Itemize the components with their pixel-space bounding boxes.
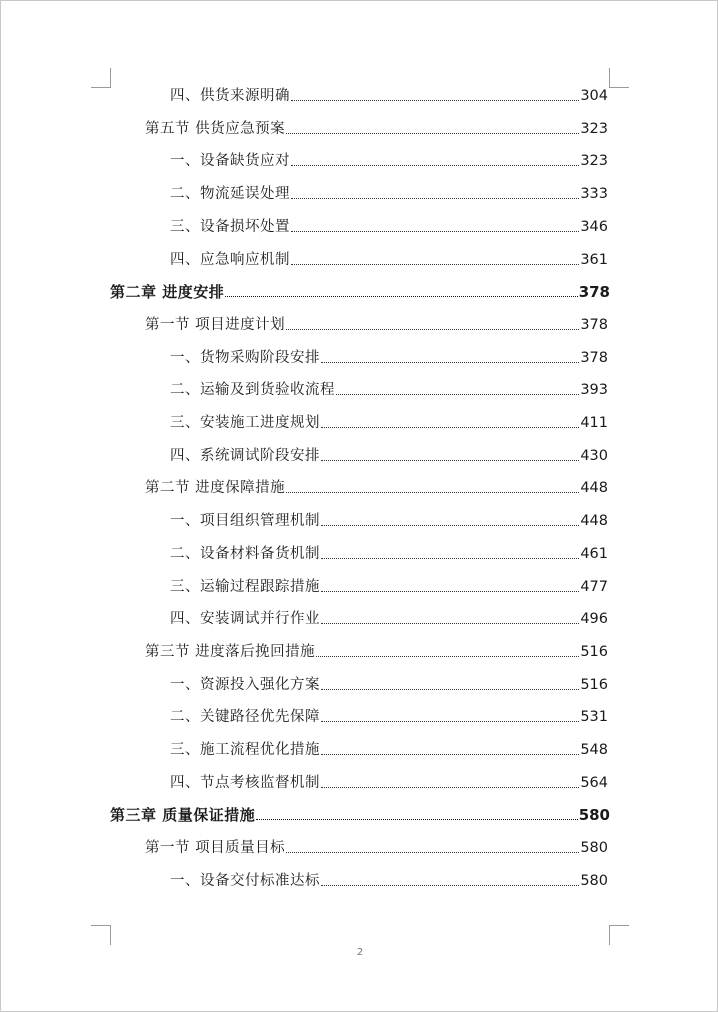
toc-entry-title: 第三章 质量保证措施 — [110, 806, 256, 825]
toc-entry-title: 二、物流延误处理 — [170, 186, 290, 203]
toc-entry[interactable] — [170, 212, 608, 236]
toc-entry-title: 四、供货来源明确 — [170, 88, 290, 104]
toc-entry-page: 580 — [580, 872, 608, 889]
toc-entry-page: 378 — [578, 283, 610, 302]
toc-dot-leader — [321, 362, 579, 363]
toc-entry-title: 三、安装施工进度规划 — [170, 415, 320, 431]
toc-entry-page: 496 — [580, 611, 608, 628]
toc-entry[interactable] — [170, 146, 608, 170]
toc-dot-leader — [321, 885, 579, 886]
crop-mark-bottom-left — [91, 925, 111, 945]
toc-dot-leader — [291, 264, 579, 265]
toc-entry[interactable] — [110, 277, 610, 301]
crop-mark-top-left — [91, 68, 111, 88]
toc-dot-leader — [286, 329, 579, 330]
toc-entry-title: 第三节 进度落后挽回措施 — [145, 643, 316, 660]
toc-dot-leader — [286, 852, 579, 853]
toc-entry-title: 三、施工流程优化措施 — [170, 742, 320, 758]
toc-entry-page: 531 — [580, 709, 608, 726]
toc-dot-leader — [321, 558, 579, 559]
toc-entry-page: 323 — [580, 153, 608, 170]
toc-entry[interactable] — [170, 670, 608, 694]
toc-entry-title: 一、货物采购阶段安排 — [170, 349, 320, 366]
toc-entry[interactable] — [170, 735, 608, 759]
crop-mark-top-right — [609, 68, 629, 88]
toc-entry-title: 第二章 进度安排 — [110, 283, 225, 302]
toc-entry-page: 477 — [580, 578, 608, 595]
toc-entry[interactable] — [170, 866, 608, 890]
toc-dot-leader — [291, 231, 579, 232]
toc-entry-title: 一、项目组织管理机制 — [170, 513, 320, 530]
toc-entry-page: 323 — [580, 120, 608, 137]
toc-entry-title: 一、设备交付标准达标 — [170, 872, 320, 889]
toc-entry-title: 第一节 项目进度计划 — [145, 316, 286, 333]
toc-entry-title: 二、运输及到货验收流程 — [170, 382, 335, 399]
toc-entry[interactable] — [145, 473, 608, 497]
toc-entry[interactable] — [145, 833, 608, 857]
toc-entry[interactable] — [170, 441, 608, 465]
toc-entry-page: 430 — [580, 447, 608, 464]
toc-dot-leader — [321, 754, 579, 755]
toc-entry[interactable] — [170, 539, 608, 563]
toc-entry[interactable] — [170, 572, 608, 596]
crop-mark-bottom-right — [609, 925, 629, 945]
toc-entry-page: 448 — [580, 513, 608, 530]
toc-entry-title: 第一节 项目质量目标 — [145, 840, 286, 857]
toc-dot-leader — [321, 689, 579, 690]
toc-entry-page: 448 — [580, 480, 608, 497]
toc-entry-page: 346 — [580, 218, 608, 235]
toc-entry[interactable] — [170, 81, 608, 105]
toc-entry-page: 333 — [580, 186, 608, 203]
toc-entry[interactable] — [145, 114, 608, 138]
toc-dot-leader — [321, 591, 579, 592]
toc-entry[interactable] — [145, 637, 608, 661]
toc-entry[interactable] — [170, 245, 608, 269]
toc-entry-page: 304 — [580, 88, 608, 104]
toc-entry-title: 四、应急响应机制 — [170, 251, 290, 268]
toc-entry-page: 580 — [578, 806, 610, 825]
toc-entry[interactable] — [110, 800, 610, 824]
toc-dot-leader — [291, 198, 579, 199]
toc-entry-page: 378 — [580, 316, 608, 333]
toc-dot-leader — [336, 394, 579, 395]
page-number: 2 — [356, 947, 364, 958]
toc-dot-leader — [321, 787, 579, 788]
toc-dot-leader — [321, 721, 579, 722]
toc-dot-leader — [316, 656, 579, 657]
toc-dot-leader — [291, 100, 579, 101]
toc-entry-title: 第五节 供货应急预案 — [145, 120, 286, 137]
toc-entry-title: 四、系统调试阶段安排 — [170, 447, 320, 464]
toc-dot-leader — [321, 525, 579, 526]
toc-entry[interactable] — [170, 179, 608, 203]
toc-entry-page: 580 — [580, 840, 608, 857]
toc-entry-page: 461 — [580, 545, 608, 562]
toc-entry-title: 二、设备材料备货机制 — [170, 545, 320, 562]
toc-entry[interactable] — [170, 506, 608, 530]
toc-entry[interactable] — [170, 343, 608, 367]
toc-dot-leader — [291, 165, 579, 166]
toc-entry[interactable] — [170, 408, 608, 432]
toc-entry-title: 一、资源投入强化方案 — [170, 676, 320, 693]
toc-entry-title: 一、设备缺货应对 — [170, 153, 290, 170]
toc-entry-page: 361 — [580, 251, 608, 268]
toc-dot-leader — [321, 427, 579, 428]
toc-entry-title: 四、安装调试并行作业 — [170, 611, 320, 628]
toc-dot-leader — [321, 460, 579, 461]
toc-dot-leader — [321, 623, 579, 624]
toc-dot-leader — [286, 492, 579, 493]
toc-entry-title: 二、关键路径优先保障 — [170, 709, 320, 726]
toc-entry[interactable] — [170, 604, 608, 628]
toc-entry-page: 516 — [580, 676, 608, 693]
toc-entry-page: 548 — [580, 742, 608, 758]
toc-entry[interactable] — [170, 702, 608, 726]
toc-entry-page: 516 — [580, 643, 608, 660]
toc-entry[interactable] — [170, 375, 608, 399]
toc-entry-title: 第二节 进度保障措施 — [145, 480, 286, 497]
toc-entry-title: 三、设备损坏处置 — [170, 218, 290, 235]
toc-dot-leader — [225, 296, 577, 297]
toc-entry-title: 三、运输过程跟踪措施 — [170, 578, 320, 595]
toc-entry[interactable] — [145, 310, 608, 334]
toc-entry-title: 四、节点考核监督机制 — [170, 774, 320, 791]
toc-entry-page: 378 — [580, 349, 608, 366]
toc-dot-leader — [286, 133, 579, 134]
toc-entry-page: 564 — [580, 774, 608, 791]
toc-entry[interactable] — [170, 768, 608, 792]
toc-entry-page: 411 — [580, 415, 608, 431]
toc-dot-leader — [256, 819, 577, 820]
toc-entry-page: 393 — [580, 382, 608, 399]
